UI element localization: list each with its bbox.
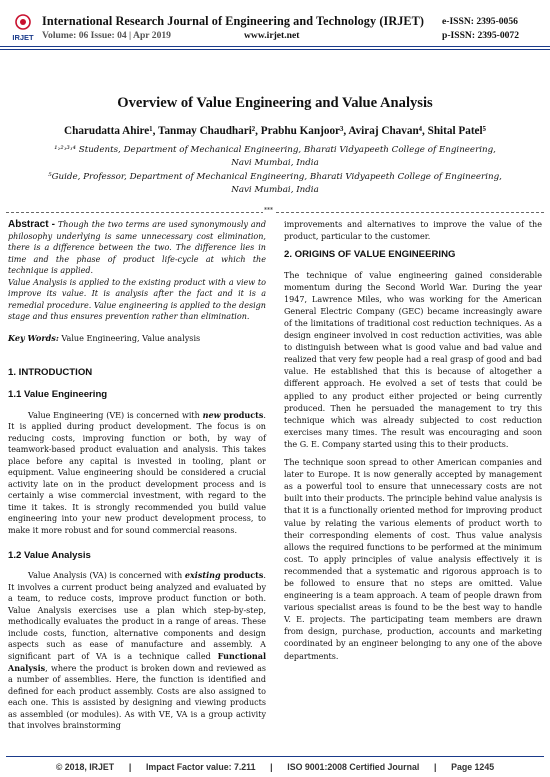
ve-text-products: products [220,409,264,420]
subsection-heading-value-engineering: 1.1 Value Engineering [8,389,108,401]
footer-rule [6,756,544,757]
value-engineering-paragraph [8,410,266,537]
keywords-text: Value Engineering, Value analysis [58,332,201,343]
journal-website[interactable]: www.irjet.net [244,30,300,41]
keywords-label: Key Words: [8,332,59,343]
right-column [284,219,542,663]
keywords [8,333,266,345]
journal-name: International Research Journal of Engineering and Technology (IRJET) [42,14,425,28]
section-separator [6,212,544,213]
va-text-f: , where the product is broken down and reviewed as a number of assemblies. Here, the function is identified and defined for each product assembly. Costs are also assigned to each one. This is assisted by designing and viewing products as assembled (or modules). As with VE, VA is a group activity that involves brainstorming [8,663,266,731]
origins-paragraph-2: The technique soon spread to other American companies and later to Europe. It is now generally accepted by management as a powerful tool to ensure that unnecessary costs are not built into their products. The principle behind value analysis is that it is a functionally oriented method for improving product value by relating the various elements of product worth to their corresponding elements of cost. Thus value analysis allows the required functions to be performed at the minimum cost. To apply principles of value analysis effectively it is recommended that a systematic and rigorous approach is to be followed to ensure that no steps are omitted. Value engineering is a team approach. A team of people drawn from various specialist areas is found to be the best way to handle V. E. projects. The participating team members are drawn from design, purchase, production, accounts and marketing coordinated by an engineer belonging to any one of the above departments. [284,458,542,661]
p-issn: p-ISSN: 2395-0072 [442,30,520,41]
va-text-products: products [220,570,264,581]
section-heading-origins: 2. ORIGINS OF VALUE ENGINEERING [284,249,456,261]
va-text-a: Value Analysis (VA) is concerned with [28,571,185,581]
volume-issue: Volume: 06 Issue: 04 | Apr 2019 [42,30,171,41]
affiliation-students [20,144,530,198]
ve-text-a: Value Engineering (VE) is concerned with [28,410,203,420]
value-analysis-paragraph [8,570,266,732]
affiliation-line: ¹˒²˒³˒⁴ Students, Department of Mechanical Engineering, Bharati Vidyapeeth College of Engineering, [54,145,496,155]
va-text-existing: existing [184,570,221,581]
va-text-functional-analysis: Functional Analysis [8,650,266,673]
continued-paragraph: improvements and alternatives to improve the value of the product, particular to the customer. [284,220,542,241]
subsection-heading-value-analysis: 1.2 Value Analysis [8,549,91,561]
left-column [8,219,266,732]
affiliation-line: Navi Mumbai, India [231,185,319,196]
author-list: Charudatta Ahire¹, Tanmay Chaudhari², Prabhu Kanjoor³, Aviraj Chavan⁴, Shital Patel⁵ [64,125,486,137]
header-rule [0,46,550,47]
abstract-label: Abstract - [8,219,56,230]
abstract-paragraph [8,219,266,277]
ve-text-new: new [202,409,221,420]
irjet-logo [8,12,38,42]
section-heading-introduction: 1. INTRODUCTION [8,367,93,379]
header-rule-thin [0,49,550,50]
abstract-text: Though the two terms are used synonymously and philosophy underlying is same unnecessary cost elimination, there is a difference between the two. The difference lies in time and the phase of product life-cycle at which the technique is applied. [8,220,266,276]
affiliation-line: Navi Mumbai, India [231,158,319,169]
logo-text: IRJET [12,33,34,42]
page-footer: © 2018, IRJET | Impact Factor value: 7.211 | ISO 9001:2008 Certified Journal | Page 1245 [55,762,495,772]
va-text-d: . It involves a current product being analyzed and evaluated by a team, to reduce costs, improve product function or both. Value Analysis exercises use a plan which step-by-step, methodically evaluates the product in a range of areas. These include costs, function, alternative components and design aspects such as ease of manufacture and assembly. A significant part of VA is a technique called [8,571,266,661]
affiliation-line: ⁵Guide, Professor, Department of Mechanical Engineering, Bharati Vidyapeeth College of Engineering, [48,171,502,182]
e-issn: e-ISSN: 2395-0056 [442,16,518,27]
origins-paragraph-1: The technique of value engineering gained considerable momentum during the Second World War. During the year 1947, Lawrence Miles, who was working for the American General Electric Company (GEC) became increasingly aware of the limitations of traditional cost reduction techniques. As a design engineer involved in cost reduction activities, was able to distinguish between what is good value and bad value and realized that very few people had a real grasp of good and bad value. He established that this is because of altogether a different approach. He evolved a set of tests that could be applied to any product either projected or being currently produced. Then he persuaded the management to try this technique which was already subjected to cost reduction exercises many times. The result was encouraging and soon the G. E. Company started using this to their products. [284,270,542,449]
separator-stars: *** [264,207,273,214]
paper-title: Overview of Value Engineering and Value Analysis [117,95,433,111]
ve-text-d: . It is applied during product development. The focus is on reducing costs, improving function or both, by way of teamwork-based product evaluation and analysis. This takes place before any capital is invested in tooling, plant or equipment. Value engineering should be considered a crucial activity late on in the product development process and is certainly a wise commercial investment, with regard to the time it takes. It is strongly recommended you build value engineering into your new product development process, to make it more robust and for sound commercial reasons. [8,410,266,536]
abstract-paragraph-2: Value Analysis is applied to the existing product with a view to improve its value. It is analysis after the fact and it is a remedial procedure. Value engineering is applied to the design stage and thus ensures prevention rather than elimination. [8,277,266,322]
